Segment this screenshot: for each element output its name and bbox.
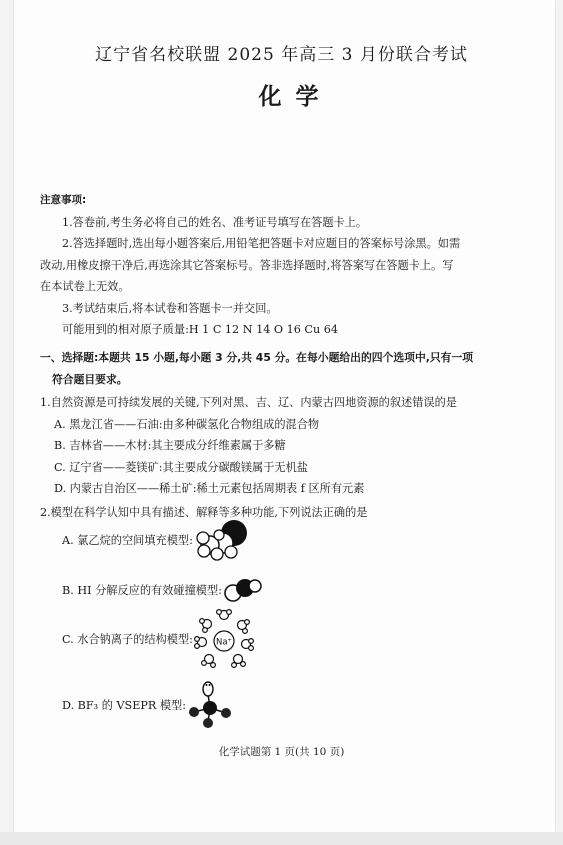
bf3-vsepr-model (186, 680, 238, 730)
exam-title: 辽宁省名校联盟 2025 年高三 3 月份联合考试 (95, 45, 468, 65)
section-title-line1: 一、选择题:本题共 15 小题,每小题 3 分,共 45 分。在每小题给出的四个选项中,只有一项 (40, 351, 474, 364)
question-1-option-c: C. 辽宁省——菱镁矿:其主要成分碳酸镁属于无机盐 (54, 460, 308, 474)
notes-heading: 注意事项: (40, 194, 87, 206)
option-a-label: A. 氯乙烷的空间填充模型: (62, 534, 193, 547)
question-2-option-a (62, 518, 253, 562)
section-title-line2: 符合题目要求。 (52, 372, 128, 386)
notes-item: 改动,用橡皮擦干净后,再选涂其它答案标号。答非选择题时,将答案写在答题卡上。写 (40, 258, 454, 272)
option-d-label: D. BF₃ 的 VSEPR 模型: (62, 699, 187, 712)
question-1-option-b: B. 吉林省——木材:其主要成分纤维素属于多糖 (54, 439, 286, 452)
question-1-option-d: D. 内蒙古自治区——稀土矿:稀土元素包括周期表 f 区所有元素 (54, 482, 365, 495)
chloroethane-space-filling-model (193, 518, 253, 562)
question-2-option-d (62, 680, 238, 730)
notes-item: 3.考试结束后,将本试卷和答题卡一并交回。 (62, 301, 278, 315)
question-2-option-b (62, 576, 262, 604)
question-2-stem: 2.模型在科学认知中具有描述、解释等多种功能,下列说法正确的是 (40, 505, 368, 519)
option-c-label: C. 水合钠离子的结构模型: (62, 633, 193, 646)
bottom-strip (0, 832, 563, 845)
hydrated-sodium-ion-model (193, 608, 255, 670)
question-1-option-a: A. 黑龙江省——石油:由多种碳氢化合物组成的混合物 (54, 417, 320, 431)
page-footer: 化学试题第 1 页(共 10 页) (218, 746, 345, 758)
notes-item: 2.答选择题时,选出每小题答案后,用铅笔把答题卡对应题目的答案标号涂黑。如需 (62, 237, 461, 250)
section-one (40, 347, 530, 523)
notes-block (40, 190, 520, 341)
notes-item: 1.答卷前,考生务必将自己的姓名、准考证号填写在答题卡上。 (62, 215, 368, 229)
subject-title: 化学 (258, 83, 333, 110)
section-title (40, 347, 530, 390)
notes-item: 在本试卷上无效。 (40, 280, 130, 293)
sodium-ion-label: Na⁺ (215, 637, 232, 648)
hi-collision-model (222, 576, 262, 604)
question-1-stem: 1.自然资源是可持续发展的关键,下列对黑、吉、辽、内蒙古四地资源的叙述错误的是 (40, 396, 457, 409)
option-b-label: B. HI 分解反应的有效碰撞模型: (62, 584, 222, 597)
atomic-masses: 可能用到的相对原子质量:H 1 C 12 N 14 O 16 Cu 64 (62, 323, 338, 336)
question-2-option-c (62, 608, 255, 670)
